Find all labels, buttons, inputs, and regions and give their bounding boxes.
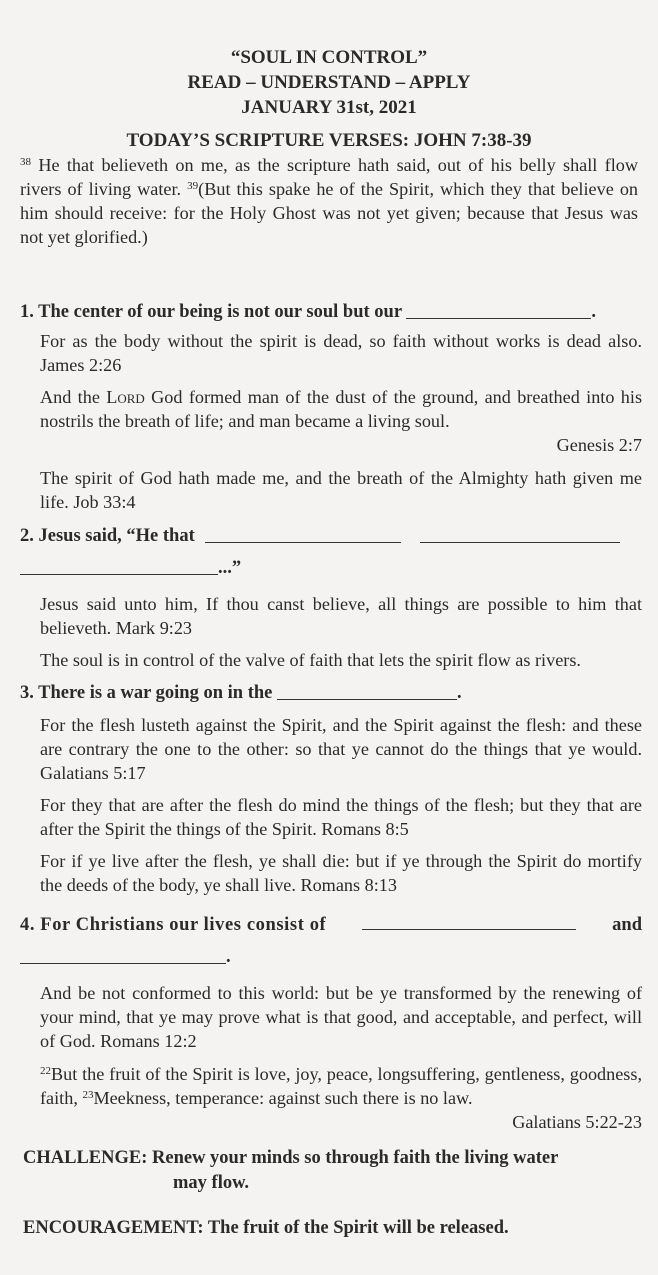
verse-reference: Galatians 5:22-23 xyxy=(512,1112,642,1132)
point-1-verse-2 xyxy=(40,385,642,457)
fill-in-blank[interactable] xyxy=(420,526,620,543)
handout-title: “SOUL IN CONTROL” xyxy=(230,47,428,68)
verse-number: 23 xyxy=(82,1089,94,1101)
conjunction: and xyxy=(612,915,642,935)
point-4-label: 4. For Christians our lives consist of xyxy=(20,915,327,935)
point-1-verse-1: For as the body without the spirit is dead, so faith without works is dead also. James 2:26 xyxy=(40,331,642,375)
fill-in-blank[interactable] xyxy=(205,526,401,543)
challenge xyxy=(23,1146,643,1196)
scripture-heading: TODAY’S SCRIPTURE VERSES: JOHN 7:38-39 xyxy=(126,130,532,151)
fill-in-blank[interactable] xyxy=(362,913,576,930)
point-3-verse-1: For the flesh lusteth against the Spirit, and the Spirit against the flesh: and these are contrary the one to the other: so that ye cannot do the things that ye would. Galatians 5:17 xyxy=(40,715,642,783)
point-1-label: 1. The center of our being is not our soul but our xyxy=(20,302,402,322)
verse-text: He that believeth on me, as the scripture hath said, out of his belly shall flow rivers of living water. xyxy=(20,155,639,199)
punctuation: . xyxy=(456,683,462,703)
fill-in-blank[interactable] xyxy=(20,558,218,575)
point-2-prompt-cont xyxy=(20,556,638,580)
verse-reference: Genesis 2:7 xyxy=(556,435,642,455)
verse-text: God formed man of the dust of the ground, and breathed into his nostrils the breath of life; and man became a living soul. xyxy=(40,387,643,431)
verse-text: And the xyxy=(40,387,100,407)
challenge-line-2: may flow. xyxy=(173,1173,250,1193)
verse-number: 39 xyxy=(187,180,199,192)
challenge-line-1: CHALLENGE: Renew your minds so through faith the living water xyxy=(23,1148,559,1168)
point-4-prompt xyxy=(20,913,642,937)
punctuation: ...” xyxy=(218,558,242,578)
punctuation: . xyxy=(226,947,231,967)
point-4-verse-2 xyxy=(40,1062,642,1134)
point-2-prompt xyxy=(20,524,638,548)
scripture-text xyxy=(20,153,638,249)
point-2-label: 2. Jesus said, “He that xyxy=(20,526,195,546)
handout-subtitle: READ – UNDERSTAND – APPLY xyxy=(187,72,471,93)
fill-in-blank[interactable] xyxy=(406,302,591,319)
point-3-prompt xyxy=(20,681,638,705)
encouragement: ENCOURAGEMENT: The fruit of the Spirit will be released. xyxy=(23,1218,509,1238)
point-2-note: The soul is in control of the valve of faith that lets the spirit flow as rivers. xyxy=(40,650,581,670)
point-3-verse-3: For if ye live after the flesh, ye shall die: but if ye through the Spirit do mortify the deeds of the body, ye shall live. Romans 8:13 xyxy=(40,851,642,895)
verse-text: Meekness, temperance: against such there is no law. xyxy=(93,1088,473,1108)
point-3-label: 3. There is a war going on in the xyxy=(20,683,273,703)
verse-number: 22 xyxy=(40,1065,51,1077)
handout-date: JANUARY 31st, 2021 xyxy=(241,97,417,118)
point-3-verse-2: For they that are after the flesh do mind the things of the flesh; but they that are after the Spirit the things of the Spirit. Romans 8:5 xyxy=(40,795,642,839)
point-1-verse-3: The spirit of God hath made me, and the breath of the Almighty hath given me life. Job 33:4 xyxy=(40,468,642,512)
point-4-verse-1: And be not conformed to this world: but be ye transformed by the renewing of your mind, that ye may prove what is that good, and acceptable, and perfect, will of God. Romans 12:2 xyxy=(40,983,642,1051)
point-1-prompt xyxy=(20,300,638,324)
verse-text: But the fruit of the Spirit is love, joy, peace, longsuffering, gentleness, goodness, faith, xyxy=(40,1064,642,1108)
punctuation: . xyxy=(591,302,596,322)
verse-text: (But this spake he of the Spirit, which they that believe on him should receive: for the Holy Ghost was not yet given; because that Jesus was not yet glorified.) xyxy=(20,179,639,247)
verse-number: 38 xyxy=(20,156,31,168)
fill-in-blank[interactable] xyxy=(277,683,457,700)
point-4-prompt-cont xyxy=(20,945,638,969)
lord-small-caps: Lord xyxy=(106,387,145,407)
point-2-verse-1: Jesus said unto him, If thou canst believe, all things are possible to him that believeth. Mark 9:23 xyxy=(40,594,642,638)
fill-in-blank[interactable] xyxy=(20,947,226,964)
